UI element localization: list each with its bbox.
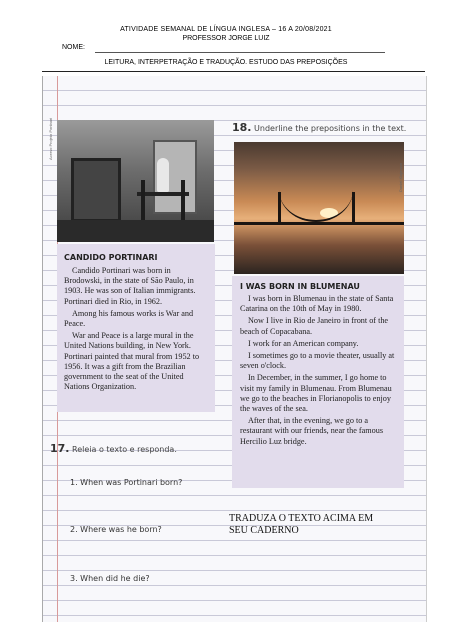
photo-credit-right: Daniel Klajmann	[398, 162, 403, 192]
worksheet-header	[0, 0, 452, 72]
name-label: NOME:	[62, 44, 85, 51]
blumenau-paragraph-1: I was born in Blumenau in the state of Santa Catarina on the 10th of May in 1980.	[240, 294, 394, 314]
blumenau-paragraph-3: I work for an American company.	[248, 338, 359, 348]
exercise-18	[232, 121, 406, 134]
name-field-line	[95, 52, 385, 53]
hercilio-luz-bridge-photo	[234, 142, 404, 274]
exercise-18-number: 18.	[232, 121, 252, 134]
blumenau-paragraph-4: I sometimes go to a movie theater, usually at seven o'clock.	[240, 351, 395, 371]
portinari-paragraph-2: Among his famous works is War and Peace.	[64, 308, 194, 329]
question-3: 3. When did he die?	[70, 574, 150, 583]
blumenau-title: I WAS BORN IN BLUMENAU	[240, 282, 360, 291]
portinari-text-box	[57, 244, 215, 412]
translation-instruction	[229, 513, 373, 537]
question-2: 2. Where was he born?	[70, 525, 162, 534]
portinari-paragraph-1: Candido Portinari was born in Brodowski, in the state of São Paulo, in 1903. He was son of Italian immigrants. Portinari died in Rio, in 1962.	[64, 266, 196, 306]
blumenau-paragraph-5: In December, in the summer, I go home to visit my family in Blumenau. From Blumenau we go to the beaches in Florianopolis to enjoy the waves of the sea.	[240, 373, 392, 414]
blumenau-paragraph-6: After that, in the evening, we go to a restaurant with our friends, near the famous Hercilio Luz bridge.	[240, 416, 384, 446]
portinari-paragraph-3: War and Peace is a large mural in the United Nations building, in New York. Portinari painted that mural from 1952 to 1956. It was a gift from the Brazilian government to the seat of the United Nations Organization.	[64, 331, 200, 392]
exercise-17-instruction: Releia o texto e responda.	[72, 445, 177, 454]
teacher-name: PROFESSOR JORGE LUIZ	[182, 35, 270, 42]
exercise-17-number: 17.	[50, 442, 70, 455]
photo-credit-left: Acervo Projeto Portinari	[48, 117, 53, 160]
translation-instruction-line-1: TRADUZA O TEXTO ACIMA EM	[229, 513, 374, 524]
portinari-title: CANDIDO PORTINARI	[64, 253, 158, 262]
translation-instruction-line-2: SEU CADERNO	[229, 525, 299, 536]
header-divider	[42, 71, 425, 72]
worksheet-subtitle: LEITURA, INTERPETRAÇÃO E TRADUÇÃO. ESTUDO DAS PREPOSIÇÕES	[104, 59, 348, 66]
worksheet-title: ATIVIDADE SEMANAL DE LÍNGUA INGLESA – 16 A 20/08/2021	[120, 26, 332, 33]
portinari-painting-photo	[57, 120, 214, 242]
blumenau-text-box	[232, 276, 404, 488]
question-1: 1. When was Portinari born?	[70, 478, 183, 487]
exercise-18-instruction: Underline the prepositions in the text.	[254, 124, 407, 133]
exercise-17	[50, 442, 177, 455]
blumenau-paragraph-2: Now I live in Rio de Janeiro in front of the beach of Copacabana.	[240, 316, 389, 336]
